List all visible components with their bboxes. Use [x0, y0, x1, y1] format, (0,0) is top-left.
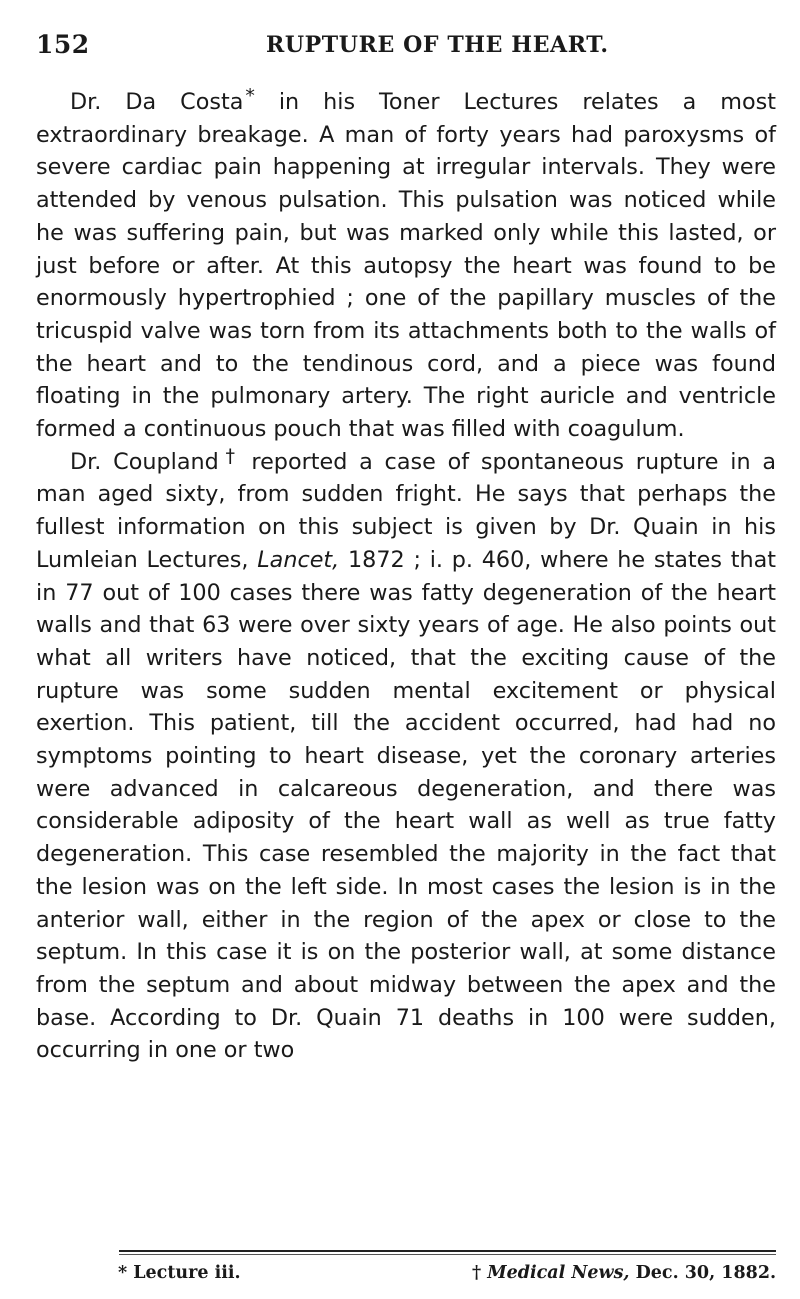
running-title: RUPTURE OF THE HEART.	[266, 32, 609, 58]
footnote-rule-thin	[119, 1254, 776, 1255]
footnote-2-journal: Medical News,	[487, 1263, 630, 1283]
paragraph-coupland	[36, 446, 776, 1067]
footnote-rule	[119, 1250, 776, 1252]
paragraph-text: 1872 ; i. p. 460, where he states that in 77 out of 100 cases there was fatty degeneration of the heart walls and that 63 were over sixty years of age. He also points out what all writers have noticed, that the exciting cause of the rupture was some sudden mental excitement or physical exertion. This patient, till the accident occurred, had had no symptoms pointing to heart disease, yet the coronary arteries were advanced in calcareous degeneration, and there was considerable adiposity of the heart wall as well as true fatty degeneration. This case resembled the majority in the fact that the lesion was on the left side. In most cases the lesion is in the anterior wall, either in the region of the apex or close to the septum. In this case it is on the posterior wall, at some distance from the septum and about midway between the apex and the base. According to Dr. Quain 71 deaths in 100 were sudden, occurring in one or two	[36, 546, 776, 1064]
paragraph-text: Dr. Da Costa	[70, 89, 244, 115]
page	[36, 30, 776, 1067]
footnote-marker-asterisk: *	[245, 85, 255, 107]
body-text	[36, 86, 776, 1067]
journal-citation: Lancet,	[257, 546, 340, 573]
footnote-2	[472, 1263, 776, 1283]
footnote-1: * Lecture iii.	[118, 1263, 241, 1283]
paragraph-text: reported a case of spontaneous rupture in a man aged sixty, from sudden fright. He says that perhaps the fullest information on this subject is given by Dr. Quain in his Lumleian Lectures,	[36, 448, 777, 573]
footnote-2-marker: †	[472, 1263, 482, 1283]
footnote-marker-dagger: †	[220, 444, 240, 467]
paragraph-text: in his Toner Lectures relates a most extraordinary breakage. A man of forty years had paroxysms of severe cardiac pain happening at irregular intervals. They were attended by venous pulsation. This pulsation was noticed while he was suffering pain, but was marked only while this lasted, or just before or after. At this autopsy the heart was found to be enormously hypertrophied ; one of the papillary muscles of the tricuspid valve was torn from its attachments both to the walls of the heart and to the tendinous cord, and a piece was found floating in the pulmonary artery. The right auricle and ventricle formed a continuous pouch that was filled with coagulum.	[36, 89, 776, 443]
page-number: 152	[36, 30, 90, 59]
paragraph-da-costa	[36, 86, 776, 446]
running-head	[36, 30, 776, 64]
paragraph-text: Dr. Coupland	[70, 448, 219, 475]
footnote-2-date: Dec. 30, 1882.	[629, 1263, 777, 1283]
